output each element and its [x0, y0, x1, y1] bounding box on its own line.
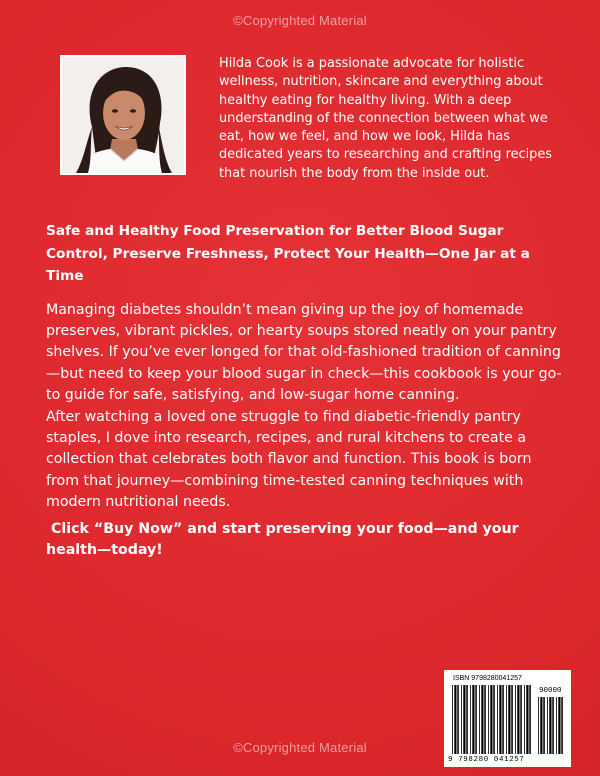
call-to-action: Click “Buy Now” and start preserving your food—and your health—today!	[46, 521, 524, 559]
author-photo	[60, 55, 186, 175]
barcode-number: 9 798280 041257	[448, 756, 525, 764]
copyright-watermark-top: ©Copyrighted Material	[233, 13, 367, 28]
isbn-label: ISBN 9798280041257	[453, 675, 522, 682]
author-bio: Hilda Cook is a passionate advocate for holistic wellness, nutrition, skincare and everything about healthy eating for healthy living. With a deep understanding of the connection between what we eat, how we feel, and how we look, Hilda has dedicated years to researching and crafting recipes that nourish the body from the inside out.	[219, 56, 553, 181]
description-paragraph-1: Managing diabetes shouldn’t mean giving up the joy of homemade preserves, vibrant pickles, or hearty soups stored neatly on your pantry shelves. If you’ve ever longed for that old-fashioned tradition of canning—but need to keep your blood sugar in check—this cookbook is your go-to guide for safe, satisfying, and low-sugar home canning.	[46, 302, 562, 403]
copyright-watermark-bottom: ©Copyrighted Material	[233, 740, 367, 755]
description-paragraph-2: After watching a loved one struggle to find diabetic-friendly pantry staples, I dove into research, recipes, and rural kitchens to create a collection that celebrates both flavor and function. This book is born from that journey—combining time-tested canning techniques with modern nutritional needs.	[46, 409, 532, 510]
author-portrait-icon	[62, 57, 184, 173]
book-headline: Safe and Healthy Food Preservation for Better Blood Sugar Control, Preserve Freshness, Protect Your Health—One Jar at a Time	[46, 223, 530, 284]
price-code: 90000	[539, 687, 562, 695]
